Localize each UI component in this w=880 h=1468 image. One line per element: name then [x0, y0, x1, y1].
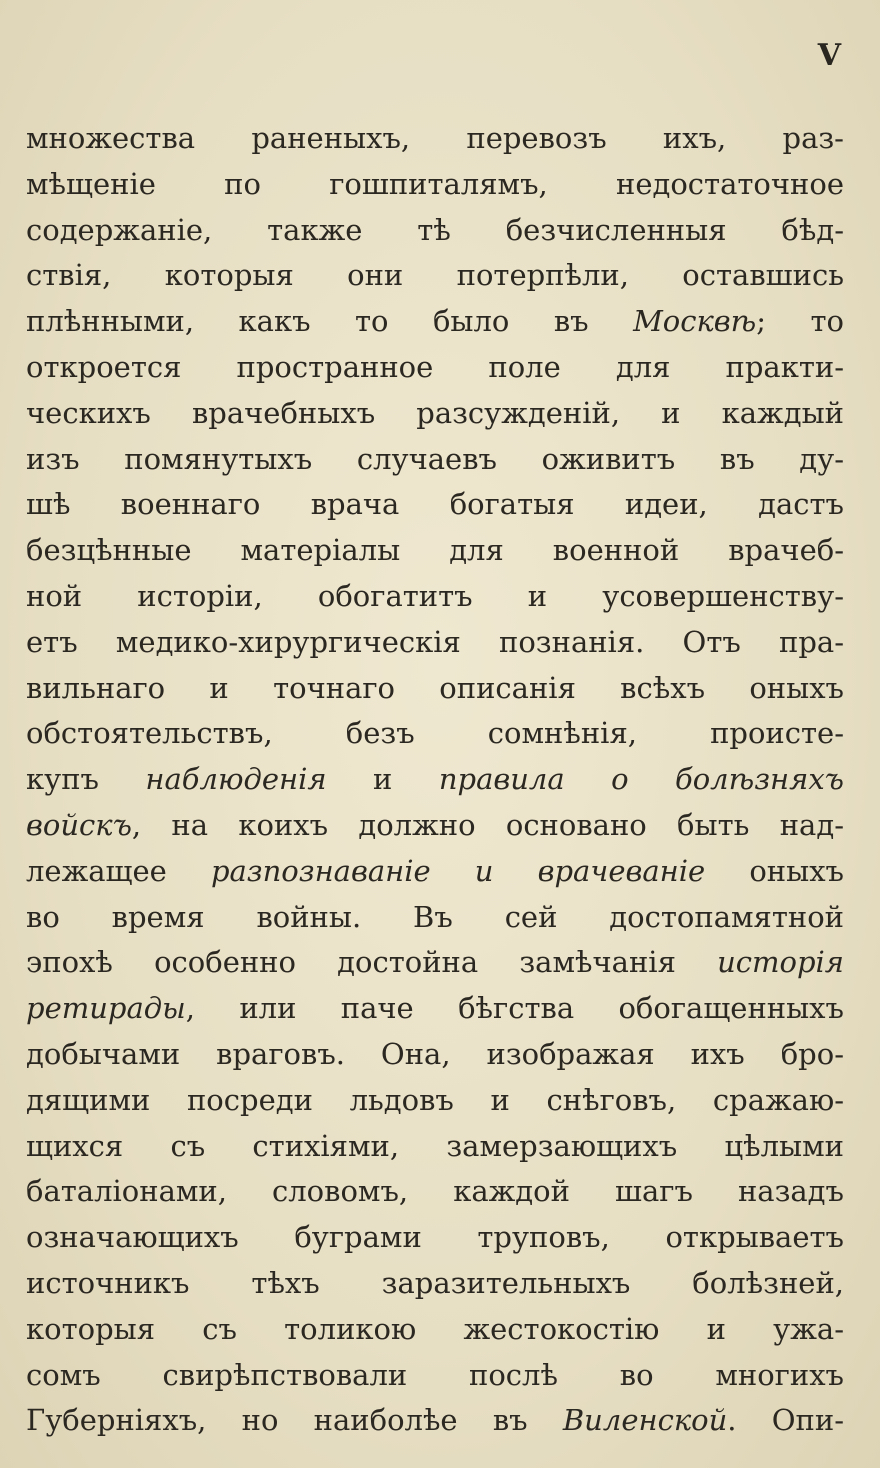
text-line: войскъ, на коихъ должно основано быть над-: [26, 807, 844, 842]
text-line: дящими посреди льдовъ и снѣговъ, сражаю-: [26, 1082, 844, 1117]
text-line: безцѣнные матеріалы для военной врачеб-: [26, 533, 844, 568]
text-line: источникъ тѣхъ заразительныхъ болѣзней,: [26, 1265, 844, 1300]
text-line: во время войны. Въ сей достопамятной: [26, 899, 844, 934]
text-line: вильнаго и точнаго описанія всѣхъ оныхъ: [26, 670, 844, 705]
text-line: етъ медико-хирургическія познанія. Отъ пра-: [26, 624, 844, 659]
text-line: Губерніяхъ, но наиболѣе въ Виленской. Опи-: [26, 1403, 844, 1438]
text-line: добычами враговъ. Она, изображая ихъ бро-: [26, 1036, 844, 1071]
text-line: плѣнными, какъ то было въ Москвѣ; то: [26, 304, 844, 339]
text-line: сомъ свирѣпствовали послѣ во многихъ: [26, 1357, 844, 1392]
text-line: мѣщеніе по гошпиталямъ, недостаточное: [26, 166, 844, 201]
text-line: ствія, которыя они потерпѣли, оставшись: [26, 258, 844, 293]
text-line: множества раненыхъ, перевозъ ихъ, раз-: [26, 121, 844, 155]
text-line: которыя съ толикою жестокостію и ужа-: [26, 1311, 844, 1346]
page-number: V: [817, 38, 842, 73]
text-line: содержаніе, также тѣ безчисленныя бѣд-: [26, 212, 844, 247]
text-line: ческихъ врачебныхъ разсужденій, и каждый: [26, 395, 844, 430]
text-line: изъ помянутыхъ случаевъ оживитъ въ ду-: [26, 441, 844, 476]
text-line: щихся съ стихіями, замерзающихъ цѣлыми: [26, 1128, 844, 1163]
text-line: откроется пространное поле для практи-: [26, 349, 844, 384]
text-line: шѣ военнаго врача богатыя идеи, дастъ: [26, 487, 844, 522]
body-text: [26, 116, 844, 1444]
text-line: означающихъ буграми труповъ, открываетъ: [26, 1220, 844, 1255]
text-line: обстоятельствъ, безъ сомнѣнія, происте-: [26, 716, 844, 751]
text-line: купъ наблюденія и правила о болѣзняхъ: [26, 762, 844, 797]
text-line: эпохѣ особенно достойна замѣчанія исторія: [26, 945, 844, 980]
text-line: лежащее разпознаваніе и врачеваніе оныхъ: [26, 853, 844, 888]
text-line: ной исторіи, обогатитъ и усовершенству-: [26, 578, 844, 613]
text-line: баталіонами, словомъ, каждой шагъ назадъ: [26, 1174, 844, 1209]
text-line: ретирады, или паче бѣгства обогащенныхъ: [26, 991, 844, 1026]
